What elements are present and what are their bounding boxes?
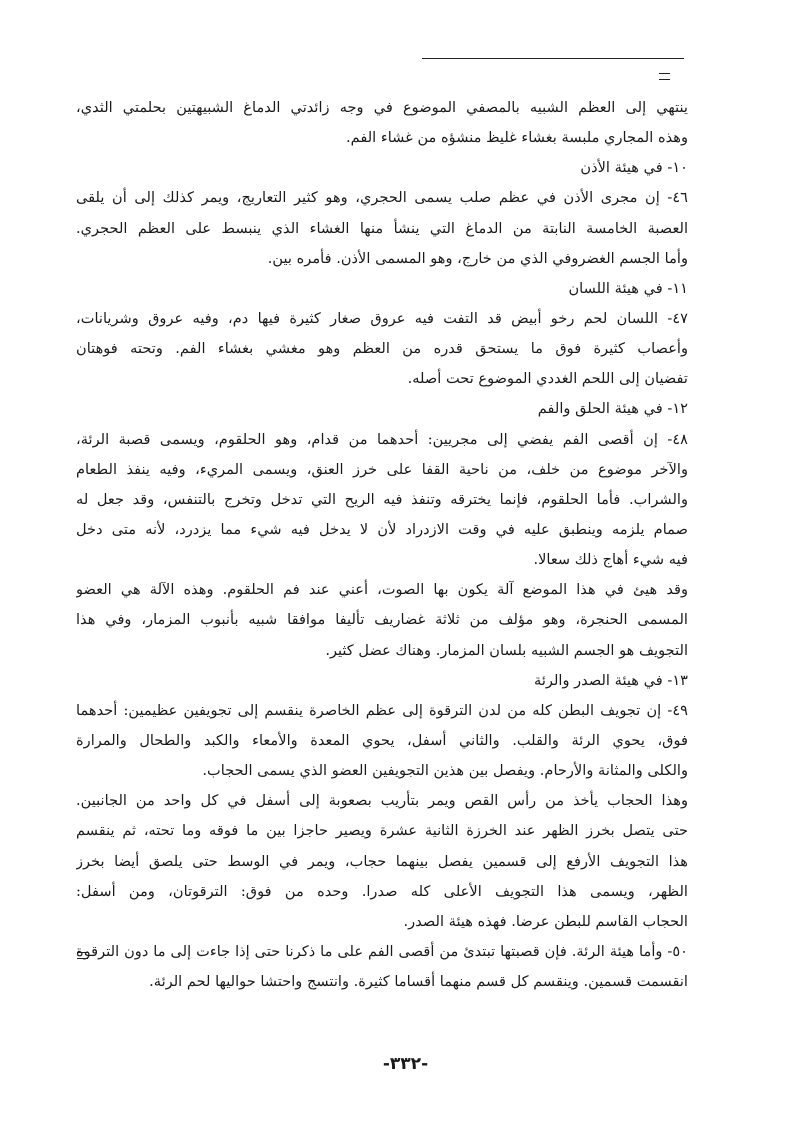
bottom-margin-mark (77, 952, 88, 959)
text-line: والآخر موضوع من خلف، من ناحية القفا على خرز العنق، ويسمى المريء، وفيه ينفذ الطعام (76, 460, 688, 478)
text-line: هذا التجويف الأرفع إلى قسمين يفصل بينهما حجاب، ويمر في الوسط حتى يلصق أيضا بخرز (76, 852, 688, 870)
text-line: المسمى الحنجرة، وهو مؤلف من ثلاثة غضاريف تأليفا موافقا شبيه بأنبوب المزمار، وفي هذا (76, 611, 688, 629)
text-line: ١٠- في هيئة الأذن (580, 159, 688, 177)
text-line: وهذه المجاري ملبسة بغشاء غليظ منشؤه من غشاء الفم. (345, 129, 688, 147)
text-line: وهذا الحجاب يأخذ من رأس القص ويمر بتأريب بصعوبة إلى أسفل في كل واحد من الجانبين. (76, 792, 688, 810)
text-line: العصبة الخامسة النابتة من الدماغ التي ينشأ منها الغشاء الذي ينبسط على العظم الحجري. (76, 219, 688, 237)
text-line: والشراب. فأما الحلقوم، فإنما يخترقه وتنفذ فيه الريح التي تدخل وتخرج بالتنفس، وقد جعل له (76, 490, 688, 508)
text-line: ١٣- في هيئة الصدر والرئة (534, 671, 688, 689)
header-rule (422, 58, 684, 59)
text-line: ١١- في هيئة اللسان (568, 279, 688, 297)
text-line: والكلى والمثانة والأرحام. ويفصل بين هذين التجويفين العضو الذي يسمى الحجاب. (202, 762, 688, 780)
text-line: ٤٩- إن تجويف البطن كله من لدن الترقوة إلى عظم الخاصرة ينقسم إلى تجويفين عظيمين: أحدهما (76, 701, 688, 719)
text-line: وأعصاب كثيرة فوق ما يستحق قدره من العظم وهو مغشي بغشاء الفم. وتحته فوهتان (76, 340, 688, 358)
text-line: وقد هيئ في هذا الموضع آلة يكون بها الصوت، أعني عند فم الحلقوم. وهذه الآلة هي العضو (76, 581, 688, 599)
page-number: -٣٣٢- (382, 1054, 429, 1074)
text-line: تفضيان إلى اللحم الغددي الموضوع تحت أصله. (407, 370, 688, 388)
top-margin-mark (659, 73, 670, 80)
text-line: حتى يتصل بخرز الظهر عند الخرزة الثانية عشرة ويصير حاجزا بين ما فوقه وما تحته، ثم ينقسم (76, 822, 688, 840)
text-line: وأما الجسم الغضروفي الذي من خارج، وهو المسمى الأذن. فأمره بين. (267, 249, 688, 267)
text-line: فوق، يحوي الرئة والقلب. والثاني أسفل، يحوي المعدة والأمعاء والكبد والطحال والمرارة (76, 731, 688, 749)
text-line: ٤٦- إن مجرى الأذن في عظم صلب يسمى الحجري، وهو كثير التعاريج، ويمر كذلك إلى أن يلقى (76, 189, 688, 207)
text-line: التجويف هو الجسم الشبيه بلسان المزمار. وهناك عضل كثير. (325, 641, 688, 659)
text-line: ٥٠- وأما هيئة الرئة. فإن قصبتها تبتدئ من أقصى الفم على ما ذكرنا حتى إذا جاءت إلى ما دون الترقوة (76, 942, 688, 960)
text-line: ١٢- في هيئة الحلق والفم (537, 400, 688, 418)
text-line: الظهر، ويسمى هذا التجويف الأعلى كله صدرا. وحده من فوق: الترقوتان، ومن أسفل: (76, 882, 688, 900)
text-line: صمام يلزمه وينطبق عليه في وقت الازدراد لأن لا يدخل فيه شيء مما يزدرد، لأنه متى دخل (76, 520, 688, 538)
text-line: ٤٨- إن أقصى الفم يفضي إلى مجريين: أحدهما من قدام، وهو الحلقوم، ويسمى قصبة الرئة، (76, 430, 688, 448)
text-line: الحجاب القاسم للبطن عرضا. فهذه هيئة الصدر. (403, 912, 688, 930)
text-line: ينتهي إلى العظم الشبيه بالمصفي الموضوع في وجه زائدتي الدماغ الشبيهتين بحلمتي الثدي، (76, 99, 688, 116)
text-line: فيه شيء أهاج ذلك سعالا. (533, 551, 688, 569)
text-line: انقسمت قسمين. وينقسم كل قسم منهما أقساما كثيرة. وانتسج واحتشا حواليها لحم الرئة. (149, 973, 688, 991)
text-line: ٤٧- اللسان لحم رخو أبيض قد التفت فيه عروق صغار كثيرة فيها دم، وفيه عروق وشريانات، (76, 309, 688, 327)
body-text (76, 93, 688, 997)
